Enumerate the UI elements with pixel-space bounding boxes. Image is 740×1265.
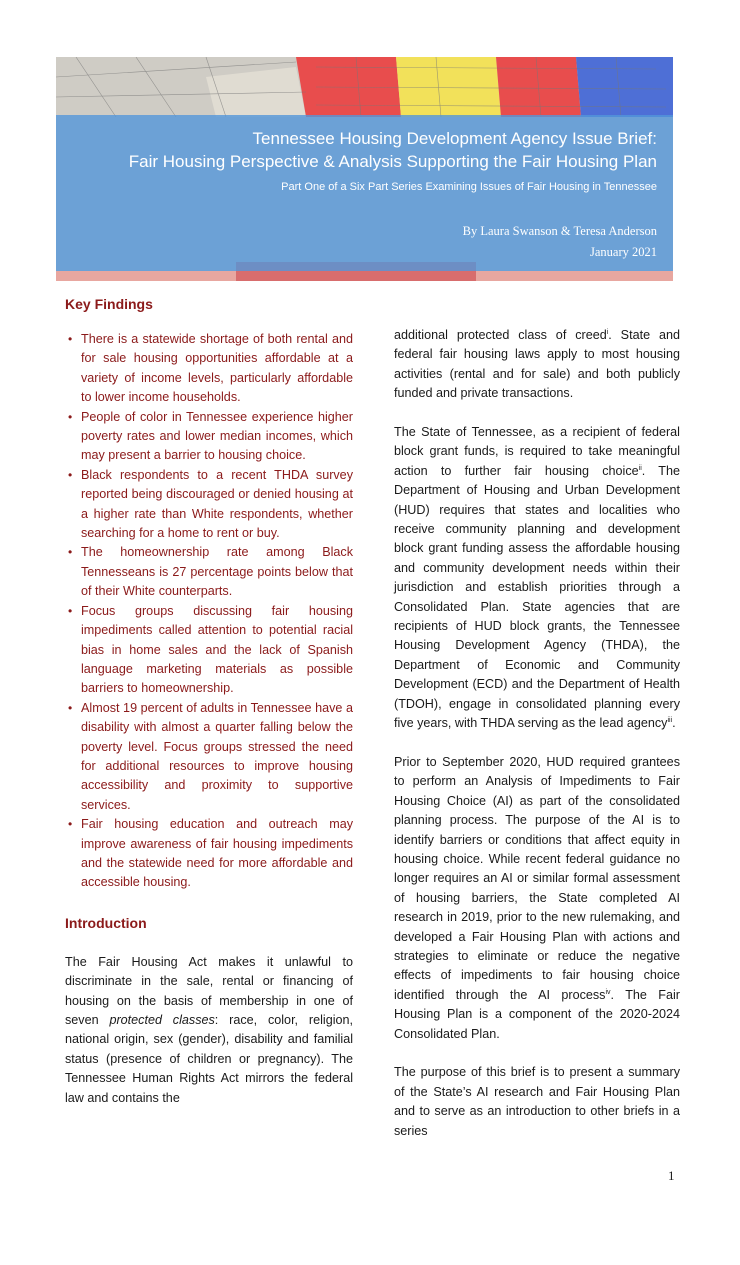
list-item <box>65 602 353 699</box>
intro-text-a: The Fair Housing Act makes it unlawful to discriminate in the sale, rental or financing of housing on the basis of membership in one of seven <box>65 954 353 1027</box>
introduction-heading: Introduction <box>65 914 147 931</box>
list-item <box>65 543 353 601</box>
paragraph-text: Prior to September 2020, HUD required grantees to perform an Analysis of Impediments to Fair Housing Choice (AI) as part of the consolidated planning process. The purpose of the AI is to identify barriers or conditions that affect equity in housing choice. While recent federal guidance no longer requires an AI or similar formal assessment of housing barriers, the State completed AI research in 2019, prior to the new rulemaking, and developed a Fair Housing Plan with actions and strategies to eliminate or reduce the negative effects of impediments to fair housing choice identified through the AI process <box>394 754 680 1002</box>
title-line-1: Tennessee Housing Development Agency Issue Brief: <box>252 129 657 148</box>
footnote-marker[interactable]: iv <box>605 988 611 996</box>
left-column <box>65 296 353 1108</box>
right-column <box>394 326 680 1160</box>
paragraph-text: The State of Tennessee, as a recipient of federal block grant funds, is required to take meaningful action to further fair housing choice <box>394 425 680 478</box>
bullet-icon: • <box>68 332 73 346</box>
footnote-marker[interactable]: ii <box>638 464 642 472</box>
introduction-paragraph <box>65 953 353 1108</box>
key-findings-list <box>65 330 353 893</box>
authors: By Laura Swanson & Teresa Anderson <box>462 224 657 238</box>
list-item <box>65 815 353 893</box>
list-item <box>65 330 353 408</box>
intro-text-b: : race, color, religion, national origin, sex (gender), disability and familial status (presence of children or pregnancy). The Tennessee Human Rights Act mirrors the federal law and contains the <box>65 1013 353 1105</box>
page-number: 1 <box>668 1168 675 1183</box>
paragraph-protected-class <box>394 326 680 404</box>
paragraph-purpose: The purpose of this brief is to present a summary of the State’s AI research and Fair Housing Plan and to serve as an introduction to other briefs in a series <box>394 1065 680 1138</box>
bullet-icon: • <box>68 409 73 424</box>
paragraph-text: . The Department of Housing and Urban Development (HUD) requires that states and localities who receive community planning and development block grant funding assess the affordable housing and community development needs within their jurisdiction and establish priorities through a Consolidated Plan. State agencies that are recipients of HUD block grants, the Tennessee Housing Development Agency (THDA), the Department of Economic and Community Development (ECD) and the Department of Health (TDOH), engage in consolidated planning every five years, with THDA serving as the lead agency <box>394 463 680 731</box>
paragraph-text: . State and federal fair housing laws apply to most housing activities (rental and for sale) and both publicly funded and private transactions. <box>394 328 680 401</box>
publication-date: January 2021 <box>590 245 657 259</box>
footnote-marker[interactable]: i <box>606 328 609 336</box>
finding-text: Black respondents to a recent THDA survey reported being discouraged or denied housing at a higher rate than White respondents, whether searching for a home to rent or buy. <box>81 467 353 541</box>
finding-text: People of color in Tennessee experience higher poverty rates and lower median incomes, which may present a barrier to housing choice. <box>81 409 353 463</box>
paragraph-text: additional protected class of creed <box>394 328 607 342</box>
bullet-icon: • <box>68 545 73 560</box>
paragraph-text: . The Fair Housing Plan is a component of the 2020-2024 Consolidated Plan. <box>394 987 680 1041</box>
finding-text: The homeownership rate among Black Tennesseans is 27 percentage points below that of their White counterparts. <box>81 545 353 599</box>
finding-text: There is a statewide shortage of both rental and for sale housing opportunities affordable at a variety of income levels, particularly affordable to lower income households. <box>81 332 353 405</box>
key-findings-heading: Key Findings <box>65 296 153 312</box>
paragraph-text: . <box>672 716 676 731</box>
list-item <box>65 408 353 466</box>
bullet-icon: • <box>68 700 73 715</box>
title-line-2: Fair Housing Perspective & Analysis Supporting the Fair Housing Plan <box>128 152 657 171</box>
bullet-icon: • <box>68 603 73 618</box>
footnote-marker[interactable]: iii <box>667 716 673 724</box>
list-item <box>65 466 353 544</box>
bullet-icon: • <box>68 817 73 832</box>
finding-text: Fair housing education and outreach may improve awareness of fair housing impediments and the statewide need for more affordable and accessible housing. <box>81 817 353 890</box>
list-item <box>65 699 353 815</box>
bullet-icon: • <box>68 467 73 482</box>
paragraph-state-obligation <box>394 423 680 734</box>
intro-emphasis: protected classes <box>109 1013 215 1027</box>
header-banner <box>56 57 673 281</box>
finding-text: Focus groups discussing fair housing impediments called attention to potential racial bias in home sales and the lack of Spanish language marketing materials as possible barriers to homeownership. <box>81 603 353 696</box>
subtitle: Part One of a Six Part Series Examining Issues of Fair Housing in Tennessee <box>281 181 657 193</box>
finding-text: Almost 19 percent of adults in Tennessee have a disability with almost a quarter falling below the poverty level. Focus groups stressed the need for additional resources to improve housing accessibility and proximity to supportive services. <box>81 700 353 812</box>
paragraph-analysis-of-impediments <box>394 753 680 1044</box>
